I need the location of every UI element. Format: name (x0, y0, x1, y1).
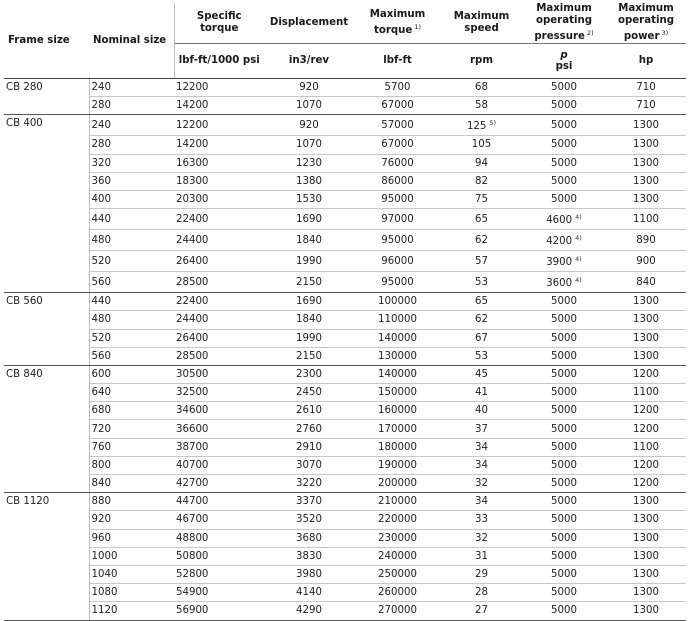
max-torque-cell: 86000 (354, 172, 441, 190)
specific-torque-cell: 44700 (174, 493, 264, 511)
specific-torque-cell: 30500 (174, 365, 264, 383)
max-speed-cell: 67 (441, 329, 522, 347)
max-power-cell: 1100 (606, 209, 686, 230)
displacement-cell: 3680 (264, 529, 354, 547)
nominal-size-cell: 680 (89, 402, 174, 420)
max-torque-cell: 96000 (354, 251, 441, 272)
max-torque-unit: lbf-ft (354, 44, 441, 79)
nominal-size-cell: 520 (89, 329, 174, 347)
max-speed-cell: 40 (441, 402, 522, 420)
specific-torque-cell: 22400 (174, 293, 264, 311)
max-torque-cell: 100000 (354, 293, 441, 311)
max-power-cell: 1300 (606, 136, 686, 154)
nominal-size-cell: 440 (89, 293, 174, 311)
max-torque-cell: 220000 (354, 511, 441, 529)
specific-torque-cell: 20300 (174, 190, 264, 208)
displacement-cell: 1070 (264, 136, 354, 154)
max-pressure-cell: 5000 (522, 136, 606, 154)
displacement-cell: 1990 (264, 251, 354, 272)
displacement-cell: 2150 (264, 347, 354, 365)
nominal-size-cell: 280 (89, 136, 174, 154)
table-row (4, 402, 686, 420)
max-power-cell: 1300 (606, 602, 686, 620)
max-speed-cell: 41 (441, 384, 522, 402)
nominal-size-cell: 520 (89, 251, 174, 272)
displacement-cell: 3980 (264, 565, 354, 583)
max-power-cell: 1300 (606, 547, 686, 565)
max-pressure-cell: 5000 (522, 402, 606, 420)
max-pressure-cell: 5000 (522, 420, 606, 438)
max-pressure-cell: 5000 (522, 190, 606, 208)
table-row (4, 420, 686, 438)
specific-torque-cell: 46700 (174, 511, 264, 529)
max-power-cell: 1200 (606, 420, 686, 438)
max-speed-cell: 94 (441, 154, 522, 172)
displacement-cell: 3220 (264, 475, 354, 493)
max-pressure-cell: 4200 $^{4)}$ (522, 230, 606, 251)
max-pressure-cell: 5000 (522, 311, 606, 329)
nominal-size-cell: 960 (89, 529, 174, 547)
displacement-cell: 1230 (264, 154, 354, 172)
max-speed-cell: 32 (441, 475, 522, 493)
max-speed-cell: 33 (441, 511, 522, 529)
max-power-cell: 1300 (606, 329, 686, 347)
table-row (4, 329, 686, 347)
max-speed-cell: 45 (441, 365, 522, 383)
table-row (4, 347, 686, 365)
specific-torque-cell: 48800 (174, 529, 264, 547)
displacement-cell: 2150 (264, 272, 354, 293)
displacement-cell: 1690 (264, 293, 354, 311)
nominal-size-cell: 1040 (89, 565, 174, 583)
footnote-marker: 4) (575, 213, 582, 222)
displacement-cell: 3070 (264, 456, 354, 474)
nominal-size-cell: 240 (89, 79, 174, 97)
nominal-size-cell: 880 (89, 493, 174, 511)
max-power-cell: 1200 (606, 365, 686, 383)
max-pressure-cell: 5000 (522, 115, 606, 136)
displacement-cell: 2910 (264, 438, 354, 456)
max-torque-cell: 240000 (354, 547, 441, 565)
max-power-cell: 710 (606, 97, 686, 115)
specific-torque-cell: 28500 (174, 272, 264, 293)
nominal-size-cell: 840 (89, 475, 174, 493)
frame-size-cell: CB 560 (4, 293, 89, 366)
displacement-cell: 1690 (264, 209, 354, 230)
max-power-cell: 1300 (606, 565, 686, 583)
displacement-cell: 1070 (264, 97, 354, 115)
table-row (4, 154, 686, 172)
max-torque-cell: 67000 (354, 97, 441, 115)
displacement-cell: 3370 (264, 493, 354, 511)
max-power-cell: 1100 (606, 384, 686, 402)
max-pressure-cell: 5000 (522, 347, 606, 365)
displacement-cell: 1380 (264, 172, 354, 190)
max-speed-cell: 29 (441, 565, 522, 583)
specific-torque-cell: 12200 (174, 115, 264, 136)
specific-torque-cell: 40700 (174, 456, 264, 474)
table-row (4, 209, 686, 230)
nominal-size-cell: 600 (89, 365, 174, 383)
nominal-size-cell: 560 (89, 347, 174, 365)
frame-size-header: Frame size (4, 3, 89, 79)
table-row (4, 311, 686, 329)
nominal-size-cell: 480 (89, 311, 174, 329)
frame-size-cell: CB 280 (4, 79, 89, 115)
footnote-marker: 4) (575, 255, 582, 264)
max-pressure-cell: 5000 (522, 602, 606, 620)
max-power-cell: 1300 (606, 190, 686, 208)
max-torque-cell: 5700 (354, 79, 441, 97)
max-power-cell: 1300 (606, 172, 686, 190)
max-speed-cell: 53 (441, 347, 522, 365)
displacement-cell: 3520 (264, 511, 354, 529)
max-torque-cell: 76000 (354, 154, 441, 172)
table-row (4, 438, 686, 456)
max-pressure-unit: p psi (522, 44, 606, 79)
specific-torque-cell: 22400 (174, 209, 264, 230)
specific-torque-cell: 42700 (174, 475, 264, 493)
nominal-size-cell: 280 (89, 97, 174, 115)
max-speed-cell: 62 (441, 230, 522, 251)
table-row (4, 493, 686, 511)
table-row (4, 97, 686, 115)
nominal-size-cell: 640 (89, 384, 174, 402)
max-pressure-cell: 5000 (522, 293, 606, 311)
table-row (4, 79, 686, 97)
displacement-cell: 4290 (264, 602, 354, 620)
max-speed-cell: 57 (441, 251, 522, 272)
frame-size-cell: CB 840 (4, 365, 89, 492)
max-pressure-cell: 5000 (522, 456, 606, 474)
max-torque-cell: 140000 (354, 329, 441, 347)
max-pressure-cell: 5000 (522, 511, 606, 529)
max-pressure-cell: 5000 (522, 79, 606, 97)
max-power-cell: 1300 (606, 115, 686, 136)
footnote-marker: 4) (575, 276, 582, 285)
nominal-size-cell: 400 (89, 190, 174, 208)
max-power-footnote: 3) (661, 29, 669, 37)
frame-size-cell: CB 400 (4, 115, 89, 293)
table-row (4, 529, 686, 547)
table-row (4, 293, 686, 311)
nominal-size-cell: 480 (89, 230, 174, 251)
max-power-cell: 1300 (606, 529, 686, 547)
max-speed-cell: 37 (441, 420, 522, 438)
nominal-size-cell: 360 (89, 172, 174, 190)
max-torque-cell: 230000 (354, 529, 441, 547)
max-pressure-cell: 5000 (522, 438, 606, 456)
max-torque-cell: 260000 (354, 584, 441, 602)
max-pressure-cell: 5000 (522, 97, 606, 115)
max-pressure-cell: 5000 (522, 565, 606, 583)
max-speed-cell: 125 $^{5)}$ (441, 115, 522, 136)
max-speed-cell: 68 (441, 79, 522, 97)
max-speed-cell: 31 (441, 547, 522, 565)
max-torque-cell: 190000 (354, 456, 441, 474)
table-body (4, 79, 686, 621)
displacement-cell: 2760 (264, 420, 354, 438)
specific-torque-cell: 24400 (174, 311, 264, 329)
max-power-cell: 1300 (606, 311, 686, 329)
max-torque-cell: 95000 (354, 272, 441, 293)
max-pressure-cell: 5000 (522, 584, 606, 602)
displacement-cell: 920 (264, 79, 354, 97)
specific-torque-cell: 38700 (174, 438, 264, 456)
max-speed-cell: 65 (441, 209, 522, 230)
table-row (4, 115, 686, 136)
max-speed-cell: 53 (441, 272, 522, 293)
max-torque-cell: 160000 (354, 402, 441, 420)
max-speed-cell: 27 (441, 602, 522, 620)
max-speed-cell: 82 (441, 172, 522, 190)
specific-torque-cell: 50800 (174, 547, 264, 565)
nominal-size-cell: 800 (89, 456, 174, 474)
nominal-size-cell: 560 (89, 272, 174, 293)
header-row (4, 3, 686, 44)
displacement-cell: 2610 (264, 402, 354, 420)
max-pressure-cell: 5000 (522, 475, 606, 493)
nominal-size-cell: 1120 (89, 602, 174, 620)
frame-size-cell: CB 1120 (4, 493, 89, 620)
max-speed-cell: 32 (441, 529, 522, 547)
max-power-cell: 1300 (606, 584, 686, 602)
footnote-marker: 5) (489, 119, 497, 128)
nominal-size-cell: 1080 (89, 584, 174, 602)
specific-torque-cell: 28500 (174, 347, 264, 365)
max-pressure-cell: 3600 $^{4)}$ (522, 272, 606, 293)
specific-torque-header: Specific torque (174, 3, 264, 44)
table-row (4, 475, 686, 493)
specific-torque-cell: 26400 (174, 329, 264, 347)
max-power-cell: 890 (606, 230, 686, 251)
table-row (4, 565, 686, 583)
max-power-cell: 840 (606, 272, 686, 293)
max-power-cell: 710 (606, 79, 686, 97)
max-pressure-cell: 5000 (522, 154, 606, 172)
specific-torque-cell: 12200 (174, 79, 264, 97)
nominal-size-cell: 440 (89, 209, 174, 230)
pressure-symbol: p (560, 49, 568, 61)
max-pressure-footnote: 2) (586, 29, 594, 37)
max-torque-cell: 67000 (354, 136, 441, 154)
max-pressure-cell: 4600 $^{4)}$ (522, 209, 606, 230)
max-pressure-cell: 5000 (522, 365, 606, 383)
max-speed-cell: 65 (441, 293, 522, 311)
max-pressure-header: Maximum operating pressure $^{2)}$ (534, 3, 594, 42)
max-speed-cell: 28 (441, 584, 522, 602)
max-torque-cell: 140000 (354, 365, 441, 383)
max-torque-cell: 210000 (354, 493, 441, 511)
max-torque-cell: 200000 (354, 475, 441, 493)
max-speed-cell: 75 (441, 190, 522, 208)
max-speed-cell: 62 (441, 311, 522, 329)
nominal-size-header: Nominal size (89, 3, 174, 79)
max-power-cell: 900 (606, 251, 686, 272)
specific-torque-cell: 14200 (174, 136, 264, 154)
displacement-header: Displacement (269, 17, 349, 28)
displacement-cell: 1990 (264, 329, 354, 347)
max-torque-cell: 95000 (354, 230, 441, 251)
max-power-cell: 1300 (606, 293, 686, 311)
max-speed-cell: 58 (441, 97, 522, 115)
max-power-cell: 1300 (606, 154, 686, 172)
max-pressure-cell: 5000 (522, 529, 606, 547)
max-speed-cell: 34 (441, 456, 522, 474)
max-power-cell: 1200 (606, 402, 686, 420)
displacement-cell: 920 (264, 115, 354, 136)
max-power-header: Maximum operating power $^{3)}$ (617, 3, 674, 42)
max-speed-cell: 34 (441, 493, 522, 511)
specific-torque-cell: 56900 (174, 602, 264, 620)
nominal-size-cell: 720 (89, 420, 174, 438)
table-row (4, 190, 686, 208)
motor-spec-table (4, 3, 686, 621)
max-torque-cell: 95000 (354, 190, 441, 208)
max-pressure-cell: 5000 (522, 329, 606, 347)
max-power-unit: hp (606, 44, 686, 79)
nominal-size-cell: 920 (89, 511, 174, 529)
specific-torque-cell: 36600 (174, 420, 264, 438)
displacement-cell: 4140 (264, 584, 354, 602)
max-pressure-cell: 5000 (522, 384, 606, 402)
table-row (4, 365, 686, 383)
max-power-cell: 1100 (606, 438, 686, 456)
displacement-cell: 2450 (264, 384, 354, 402)
max-pressure-cell: 5000 (522, 172, 606, 190)
specific-torque-cell: 14200 (174, 97, 264, 115)
max-speed-cell: 105 (441, 136, 522, 154)
max-pressure-cell: 5000 (522, 547, 606, 565)
max-torque-cell: 270000 (354, 602, 441, 620)
table-row (4, 456, 686, 474)
max-torque-header: Maximum torque $^{1)}$ (369, 9, 426, 36)
specific-torque-cell: 54900 (174, 584, 264, 602)
specific-torque-cell: 32500 (174, 384, 264, 402)
table-row (4, 511, 686, 529)
max-torque-cell: 130000 (354, 347, 441, 365)
displacement-cell: 1530 (264, 190, 354, 208)
displacement-cell: 1840 (264, 230, 354, 251)
specific-torque-cell: 18300 (174, 172, 264, 190)
specific-torque-cell: 52800 (174, 565, 264, 583)
displacement-cell: 1840 (264, 311, 354, 329)
nominal-size-cell: 320 (89, 154, 174, 172)
nominal-size-cell: 1000 (89, 547, 174, 565)
specific-torque-cell: 16300 (174, 154, 264, 172)
specific-torque-cell: 24400 (174, 230, 264, 251)
table-row (4, 584, 686, 602)
max-torque-cell: 250000 (354, 565, 441, 583)
max-speed-unit: rpm (441, 44, 522, 79)
specific-torque-cell: 26400 (174, 251, 264, 272)
max-pressure-cell: 3900 $^{4)}$ (522, 251, 606, 272)
table-row (4, 172, 686, 190)
table-row (4, 251, 686, 272)
nominal-size-cell: 240 (89, 115, 174, 136)
specific-torque-cell: 34600 (174, 402, 264, 420)
table-row (4, 547, 686, 565)
table-row (4, 602, 686, 620)
max-power-cell: 1200 (606, 475, 686, 493)
nominal-size-cell: 760 (89, 438, 174, 456)
max-power-cell: 1200 (606, 456, 686, 474)
table-row (4, 136, 686, 154)
max-torque-footnote: 1) (414, 23, 422, 31)
table-row (4, 384, 686, 402)
specific-torque-unit: lbf-ft/1000 psi (174, 44, 264, 79)
max-torque-cell: 170000 (354, 420, 441, 438)
max-torque-cell: 110000 (354, 311, 441, 329)
footnote-marker: 4) (575, 234, 582, 243)
max-power-cell: 1300 (606, 511, 686, 529)
max-pressure-cell: 5000 (522, 493, 606, 511)
displacement-unit: in3/rev (264, 44, 354, 79)
max-power-cell: 1300 (606, 347, 686, 365)
displacement-cell: 2300 (264, 365, 354, 383)
max-torque-cell: 97000 (354, 209, 441, 230)
max-speed-cell: 34 (441, 438, 522, 456)
max-torque-cell: 150000 (354, 384, 441, 402)
max-speed-header: Maximum speed (453, 11, 510, 34)
max-torque-cell: 57000 (354, 115, 441, 136)
table-row (4, 272, 686, 293)
displacement-cell: 3830 (264, 547, 354, 565)
table-row (4, 230, 686, 251)
max-power-cell: 1300 (606, 493, 686, 511)
max-torque-cell: 180000 (354, 438, 441, 456)
